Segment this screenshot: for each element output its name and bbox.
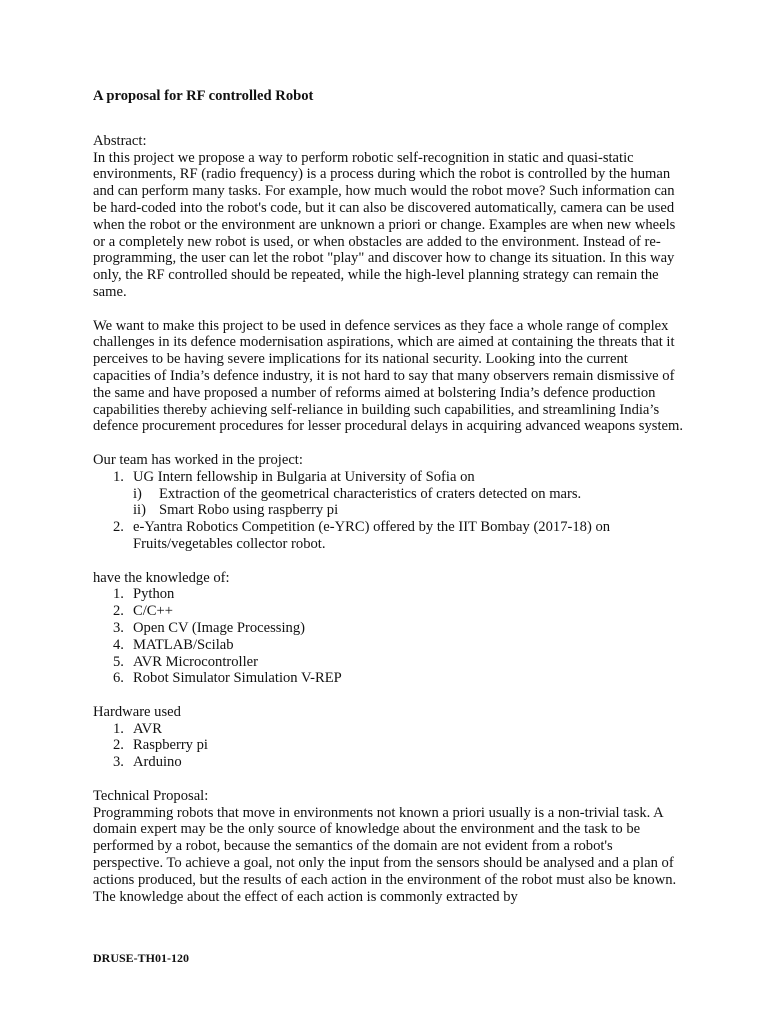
list-number: 1.	[113, 468, 124, 485]
list-item	[113, 720, 683, 738]
list-item-text: Arduino	[133, 754, 182, 771]
list-item-text: Python	[133, 586, 175, 603]
document-footer-id: DRUSE-TH01-120	[93, 951, 190, 965]
list-item	[113, 586, 683, 603]
hardware-intro: Hardware used	[93, 703, 181, 720]
abstract-body: In this project we propose a way to perform robotic self-recognition in static and quasi-static environments, RF (radio frequency) is a process during which the robot is controlled by the human and can perform many tasks. For example, how much would the robot move? Such information can be hard-coded into the robot's code, but it can also be discovered automatically, camera can be used when the robot or the environment are unknown a priori or change. Examples are when new wheels or a completely new robot is used, or when obstacles are added to the environment. Instead of re-programming, the user can let the robot "play" and discover how to change its situation. In this way only, the RF controlled should be repeated, while the high-level planning strategy can remain the same.	[93, 149, 676, 300]
list-item-text: MATLAB/Scilab	[133, 636, 234, 653]
hardware-section	[93, 704, 683, 771]
list-item-text: AVR Microcontroller	[133, 653, 258, 670]
defence-section	[93, 318, 683, 436]
list-number: 2.	[113, 519, 124, 536]
list-item	[113, 653, 683, 671]
list-item-text: AVR	[133, 720, 162, 737]
team-section	[93, 452, 683, 553]
list-number: 1.	[113, 586, 124, 603]
list-item	[113, 670, 683, 687]
abstract-heading: Abstract:	[93, 132, 147, 149]
list-item	[113, 636, 683, 654]
sublist-item-text: Smart Robo using raspberry pi	[159, 502, 339, 519]
list-item	[113, 603, 683, 620]
technical-heading: Technical Proposal:	[93, 787, 209, 804]
list-item-text: C/C++	[133, 603, 173, 620]
list-number: 6.	[113, 670, 124, 687]
knowledge-section	[93, 570, 683, 688]
knowledge-list	[93, 586, 683, 687]
team-intro: Our team has worked in the project:	[93, 451, 303, 468]
abstract-section	[93, 133, 683, 301]
list-item-text: UG Intern fellowship in Bulgaria at University of Sofia on	[133, 468, 475, 485]
sublist-item	[133, 485, 683, 503]
list-item-text: e-Yantra Robotics Competition (e-YRC) offered by the IIT Bombay (2017-18) on Fruits/vegetables collector robot.	[133, 519, 611, 552]
list-item-text: Open CV (Image Processing)	[133, 619, 305, 636]
list-item	[113, 468, 683, 519]
list-item	[113, 754, 683, 771]
sublist-number: ii)	[133, 502, 146, 519]
list-number: 2.	[113, 737, 124, 754]
sublist-number: i)	[133, 485, 142, 502]
technical-section	[93, 788, 683, 906]
list-number: 2.	[113, 603, 124, 620]
team-sublist	[133, 486, 683, 520]
list-number: 3.	[113, 619, 124, 636]
list-number: 1.	[113, 720, 124, 737]
defence-paragraph: We want to make this project to be used in defence services as they face a whole range of complex challenges in its defence modernisation aspirations, which are aimed at containing the threats that it perceives to be having severe implications for its national security. Looking into the current capacities of India’s defence industry, it is not hard to say that many observers remain dismissive of the same and have proposed a number of reforms aimed at bolstering India’s defence production capabilities thereby achieving self-reliance in building such capabilities, and streamlining India’s defence procurement procedures for lesser procedural delays in acquiring advanced weapons system.	[93, 317, 683, 435]
sublist-item-text: Extraction of the geometrical characteristics of craters detected on mars.	[159, 485, 582, 502]
team-list	[93, 469, 683, 553]
list-item	[113, 519, 683, 553]
list-number: 4.	[113, 636, 124, 653]
sublist-item	[133, 502, 683, 519]
list-item-text: Raspberry pi	[133, 737, 208, 754]
list-item	[113, 619, 683, 637]
list-item-text: Robot Simulator Simulation V-REP	[133, 670, 342, 687]
technical-body: Programming robots that move in environments not known a priori usually is a non-trivial task. A domain expert may be the only source of knowledge about the environment and the task to be performed by a robot, because the semantics of the domain are not evident from a robot's perspective. To achieve a goal, not only the input from the sensors should be analysed and a plan of actions produced, but the results of each action in the environment of the robot must also be known. The knowledge about the effect of each action is commonly extracted by	[93, 804, 677, 905]
knowledge-intro: have the knowledge of:	[93, 569, 230, 586]
list-number: 3.	[113, 754, 124, 771]
document-page	[93, 88, 683, 905]
list-number: 5.	[113, 653, 124, 670]
document-title: A proposal for RF controlled Robot	[93, 88, 314, 104]
hardware-list	[93, 721, 683, 771]
list-item	[113, 737, 683, 754]
